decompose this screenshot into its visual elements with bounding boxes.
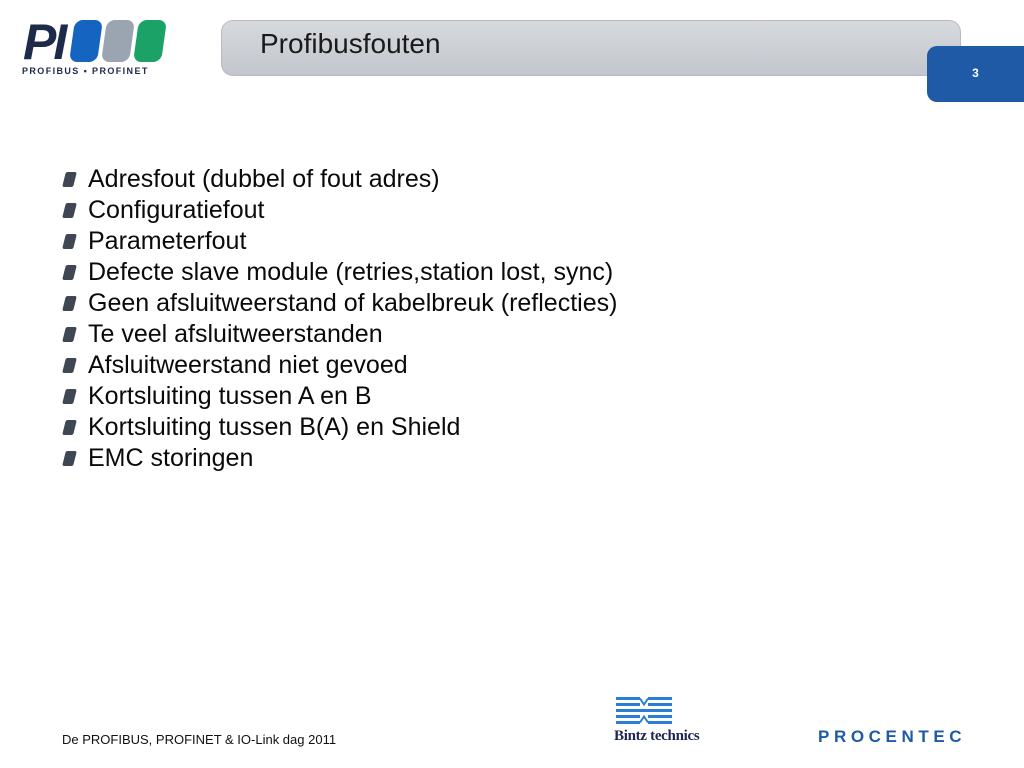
bullet-text: Defecte slave module (retries,station lost, sync) bbox=[88, 258, 614, 286]
bullet-icon bbox=[62, 203, 77, 218]
bullet-item bbox=[62, 350, 617, 381]
bintz-technics-logo bbox=[614, 697, 724, 747]
bullet-item bbox=[62, 257, 617, 288]
pi-logo bbox=[20, 14, 170, 80]
bullet-icon bbox=[62, 172, 77, 187]
bullet-item bbox=[62, 443, 617, 474]
bullet-item bbox=[62, 319, 617, 350]
bullet-item bbox=[62, 381, 617, 412]
footer-event-text: De PROFIBUS, PROFINET & IO-Link dag 2011 bbox=[62, 732, 337, 747]
bullet-text: EMC storingen bbox=[88, 444, 254, 472]
procentec-logo: PROCENTEC bbox=[818, 727, 967, 746]
page-number: 3 bbox=[972, 66, 979, 80]
bullet-icon bbox=[62, 358, 77, 373]
logo-tile-blue bbox=[69, 20, 103, 62]
bullet-icon bbox=[62, 420, 77, 435]
bullet-list bbox=[62, 164, 617, 474]
bullet-text: Configuratiefout bbox=[88, 196, 265, 224]
page-number-tab bbox=[927, 46, 1024, 102]
bullet-text: Kortsluiting tussen A en B bbox=[88, 382, 372, 410]
pi-logo-letters: PI bbox=[23, 14, 65, 70]
bullet-icon bbox=[62, 327, 77, 342]
bullet-item bbox=[62, 412, 617, 443]
bullet-text: Afsluitweerstand niet gevoed bbox=[88, 351, 408, 379]
slide-title: Profibusfouten bbox=[260, 28, 441, 59]
bullet-text: Geen afsluitweerstand of kabelbreuk (reflecties) bbox=[88, 289, 618, 317]
bullet-item bbox=[62, 195, 617, 226]
logo-tile-green bbox=[133, 20, 167, 62]
bullet-item bbox=[62, 226, 617, 257]
bullet-text: Parameterfout bbox=[88, 227, 247, 255]
bullet-icon bbox=[62, 451, 77, 466]
bintz-logo-mark-icon bbox=[616, 697, 672, 725]
logo-tile-gray bbox=[101, 20, 135, 62]
bullet-text: Adresfout (dubbel of fout adres) bbox=[88, 165, 440, 193]
logo-subtitle: PROFIBUS • PROFINET bbox=[22, 66, 149, 76]
bullet-text: Te veel afsluitweerstanden bbox=[88, 320, 383, 348]
bullet-icon bbox=[62, 296, 77, 311]
bullet-icon bbox=[62, 265, 77, 280]
bullet-item bbox=[62, 288, 617, 319]
pi-logo-mark bbox=[20, 14, 170, 70]
bintz-logo-text: Bintz technics bbox=[614, 728, 700, 744]
bullet-icon bbox=[62, 234, 77, 249]
bullet-item bbox=[62, 164, 617, 195]
bullet-text: Kortsluiting tussen B(A) en Shield bbox=[88, 413, 461, 441]
bullet-icon bbox=[62, 389, 77, 404]
